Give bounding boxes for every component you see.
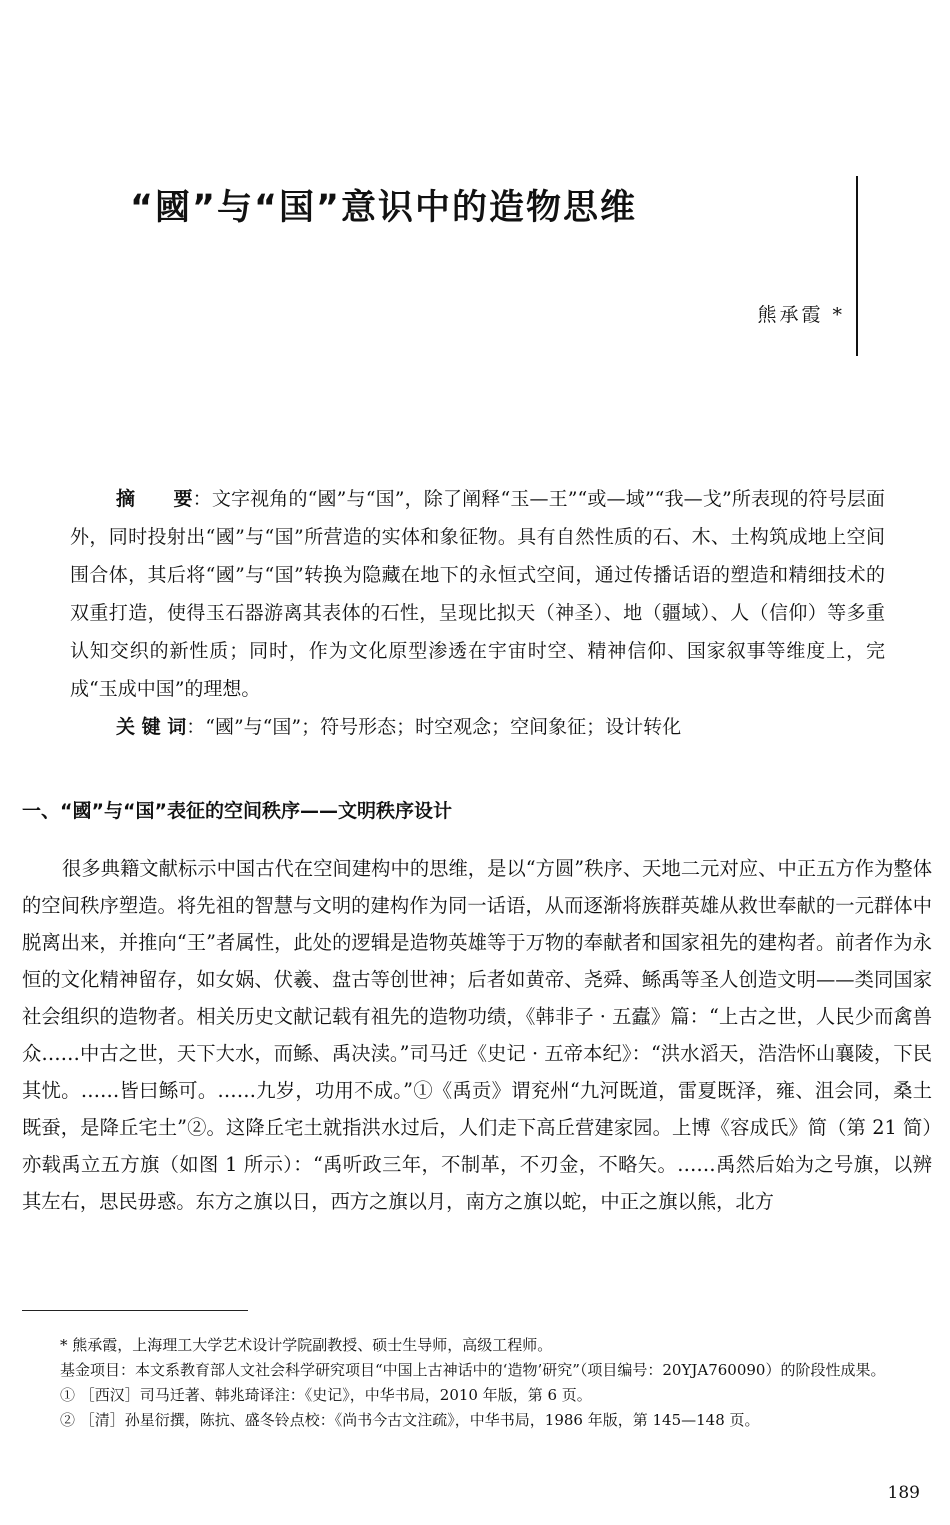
abstract-label: 摘 要 <box>116 488 193 510</box>
section-heading: 一、“國”与“国”表征的空间秩序——文明秩序设计 <box>22 800 452 822</box>
article-title: “國”与“国”意识中的造物思维 <box>130 188 638 228</box>
abstract-paragraph <box>70 480 885 708</box>
footnote-author: * 熊承霞，上海理工大学艺术设计学院副教授、硕士生导师，高级工程师。 <box>60 1336 553 1354</box>
footnote-rule <box>22 1310 248 1311</box>
title-vertical-rule <box>856 176 858 356</box>
footnote-funding: 基金项目：本文系教育部人文社会科学研究项目“中国上古神话中的‘造物’研究”（项目编号：20YJA760090）的阶段性成果。 <box>60 1361 886 1379</box>
body-text <box>22 850 932 1220</box>
keywords-text: ：“國”与“国”；符号形态；时空观念；空间象征；设计转化 <box>186 716 682 738</box>
abstract-text: ：文字视角的“國”与“国”，除了阐释“玉—王”“或—域”“我—戈”所表现的符号层面外，同时投射出“國”与“国”所营造的实体和象征物。具有自然性质的石、木、土构筑成地上空间围合体，其后将“國”与“国”转换为隐藏在地下的永恒式空间，通过传播话语的塑造和精细技术的双重打造，使得玉石器游离其表体的石性，呈现比拟天（神圣）、地（疆域）、人（信仰）等多重认知交织的新性质；同时，作为文化原型渗透在宇宙时空、精神信仰、国家叙事等维度上，完成“玉成中国”的理想。 <box>70 488 885 700</box>
keywords-paragraph <box>70 708 885 746</box>
footnote-2: ② ［清］孙星衍撰，陈抗、盛冬铃点校：《尚书今古文注疏》，中华书局，1986 年版，第 145—148 页。 <box>60 1411 760 1429</box>
keywords-label: 关 键 词 <box>116 716 187 738</box>
author-name: 熊承霞 * <box>757 304 845 326</box>
footnote-1: ① ［西汉］司马迁著、韩兆琦译注：《史记》，中华书局，2010 年版，第 6 页。 <box>60 1386 592 1404</box>
footnotes <box>22 1333 932 1433</box>
page-number: 189 <box>887 1483 920 1503</box>
abstract-block <box>70 480 885 746</box>
body-paragraph: 很多典籍文献标示中国古代在空间建构中的思维，是以“方圆”秩序、天地二元对应、中正五方作为整体的空间秩序塑造。将先祖的智慧与文明的建构作为同一话语，从而逐渐将族群英雄从救世奉献的一元群体中脱离出来，并推向“王”者属性，此处的逻辑是造物英雄等于万物的奉献者和国家祖先的建构者。前者作为永恒的文化精神留存，如女娲、伏羲、盘古等创世神；后者如黄帝、尧舜、鲧禹等圣人创造文明——类同国家社会组织的造物者。相关历史文献记载有祖先的造物功绩，《韩非子 · 五蠹》篇：“上古之世，人民少而禽兽众……中古之世，天下大水，而鲧、禹决渎。”司马迁《史记 · 五帝本纪》：“洪水滔天，浩浩怀山襄陵，下民其忧。……皆曰鲧可。……九岁，功用不成。”①《禹贡》谓兖州“九河既道，雷夏既泽，雍、沮会同，桑土既蚕，是降丘宅土”②。这降丘宅土就指洪水过后，人们走下高丘营建家园。上博《容成氏》简（第 21 简）亦载禹立五方旗（如图 1 所示）：“禹听政三年，不制革，不刃金，不略矢。……禹然后始为之号旗，以辨其左右，思民毋惑。东方之旗以日，西方之旗以月，南方之旗以蛇，中正之旗以熊，北方 <box>22 857 932 1213</box>
